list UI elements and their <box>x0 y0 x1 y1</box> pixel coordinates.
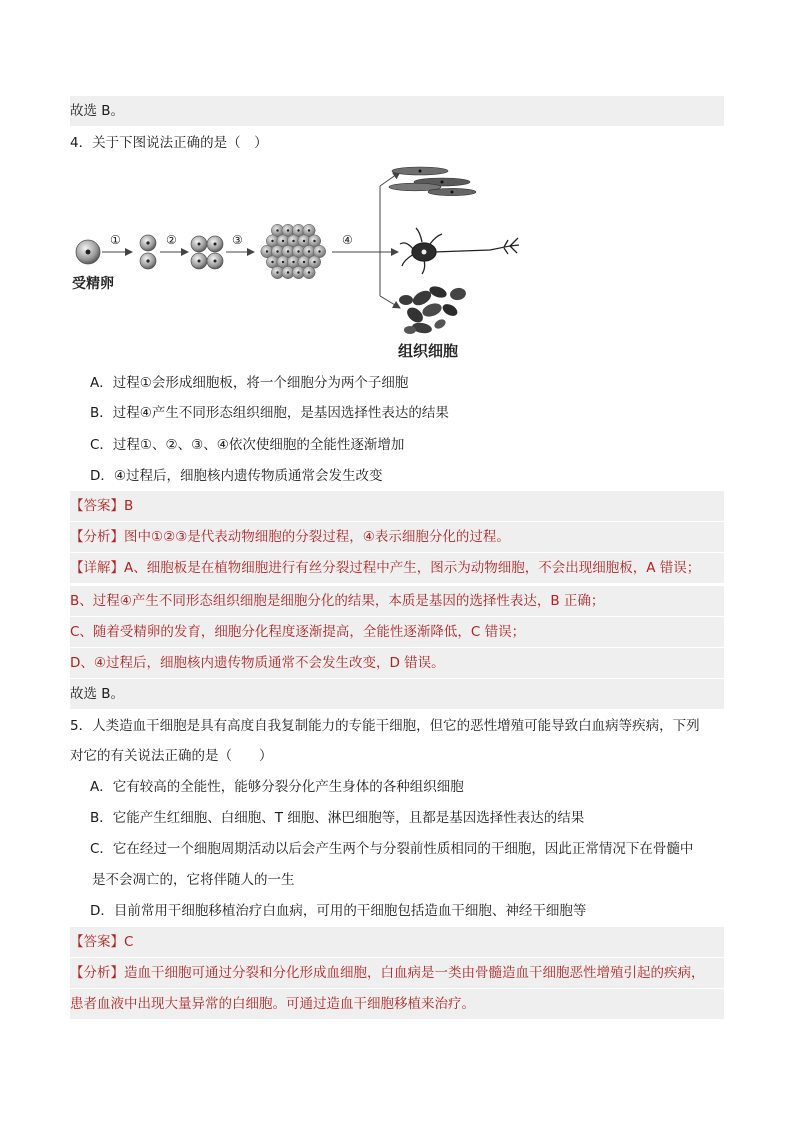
answer-tag: 【答案】 <box>70 934 124 950</box>
detail-line-d: D、④过程后，细胞核内遗传物质通常不会发生改变，D 错误。 <box>70 648 724 678</box>
q5-stem-line1: 5．人类造血干细胞是具有高度自我复制能力的专能干细胞，但它的恶性增殖可能导致白血病等疾病，下列 <box>70 718 700 734</box>
q5-stem-line2: 对它的有关说法正确的是（ ） <box>70 748 273 764</box>
detail-line-a: A、细胞板是在植物细胞进行有丝分裂过程中产生，图示为动物细胞，不会出现细胞板，A 错误； <box>124 560 701 576</box>
q4-option-d: D．④过程后，细胞核内遗传物质通常会发生改变 <box>90 468 383 484</box>
q4-option-c: C．过程①、②、③、④依次使细胞的全能性逐渐增加 <box>90 437 405 453</box>
answer-value: B <box>124 498 134 514</box>
step-2-label: ② <box>166 233 177 247</box>
blood-cells <box>399 284 467 334</box>
answer-tag: 【答案】 <box>70 498 124 514</box>
q4-answer <box>70 491 724 521</box>
conclusion-prev: 故选 B。 <box>70 96 724 126</box>
label-tissue-cells: 组织细胞 <box>398 342 459 360</box>
two-cell-stage <box>140 235 156 269</box>
detail-line-b: B、过程④产生不同形态组织细胞是细胞分化的结果，本质是基因的选择性表达，B 正确； <box>70 586 724 616</box>
q4-stem: 4．关于下图说法正确的是（ ） <box>70 135 268 151</box>
q5-answer <box>70 927 724 957</box>
q5-option-a: A．它有较高的全能性，能够分裂分化产生身体的各种组织细胞 <box>90 779 464 795</box>
zygote-cell <box>76 240 100 264</box>
step-4-label: ④ <box>342 233 353 247</box>
analysis-text: 图中①②③是代表动物细胞的分裂过程，④表示细胞分化的过程。 <box>124 529 510 545</box>
q4-detail <box>70 553 724 583</box>
q5-option-c-cont: 是不会凋亡的，它将伴随人的一生 <box>92 872 295 888</box>
answer-value: C <box>124 934 134 950</box>
analysis-text-1: 造血干细胞可通过分裂和分化形成血细胞，白血病是一类由骨髓造血干细胞恶性增殖引起的疾病， <box>124 965 705 981</box>
four-cell-stage <box>191 236 223 269</box>
q5-option-b: B．它能产生红细胞、白细胞、T 细胞、淋巴细胞等，且都是基因选择性表达的结果 <box>90 810 585 826</box>
analysis-tag: 【分析】 <box>70 529 124 545</box>
analysis-tag: 【分析】 <box>70 965 124 981</box>
q5-option-d: D．目前常用干细胞移植治疗白血病，可用的干细胞包括造血干细胞、神经干细胞等 <box>90 903 587 919</box>
neuron-cell <box>400 228 519 274</box>
q4-analysis <box>70 522 724 552</box>
q4-conclusion: 故选 B。 <box>70 679 724 709</box>
muscle-cells <box>389 167 476 196</box>
step-1-label: ① <box>110 233 121 247</box>
q5-option-c: C．它在经过一个细胞周期活动以后会产生两个与分裂前性质相同的干细胞，因此正常情况下在骨髓中 <box>90 841 694 857</box>
detail-tag: 【详解】 <box>70 560 124 576</box>
cell-cluster <box>261 224 326 278</box>
analysis-text-2: 患者血液中出现大量异常的白细胞。可通过造血干细胞移植来治疗。 <box>70 989 724 1019</box>
q5-analysis <box>70 958 724 988</box>
q4-option-b: B．过程④产生不同形态组织细胞，是基因选择性表达的结果 <box>90 405 449 421</box>
step-3-label: ③ <box>232 233 243 247</box>
q4-option-a: A．过程①会形成细胞板，将一个细胞分为两个子细胞 <box>90 375 409 391</box>
label-zygote: 受精卵 <box>72 276 114 292</box>
detail-line-c: C、随着受精卵的发育，细胞分化程度逐渐提高，全能性逐渐降低，C 错误； <box>70 617 724 647</box>
q4-cell-diagram <box>70 160 530 365</box>
